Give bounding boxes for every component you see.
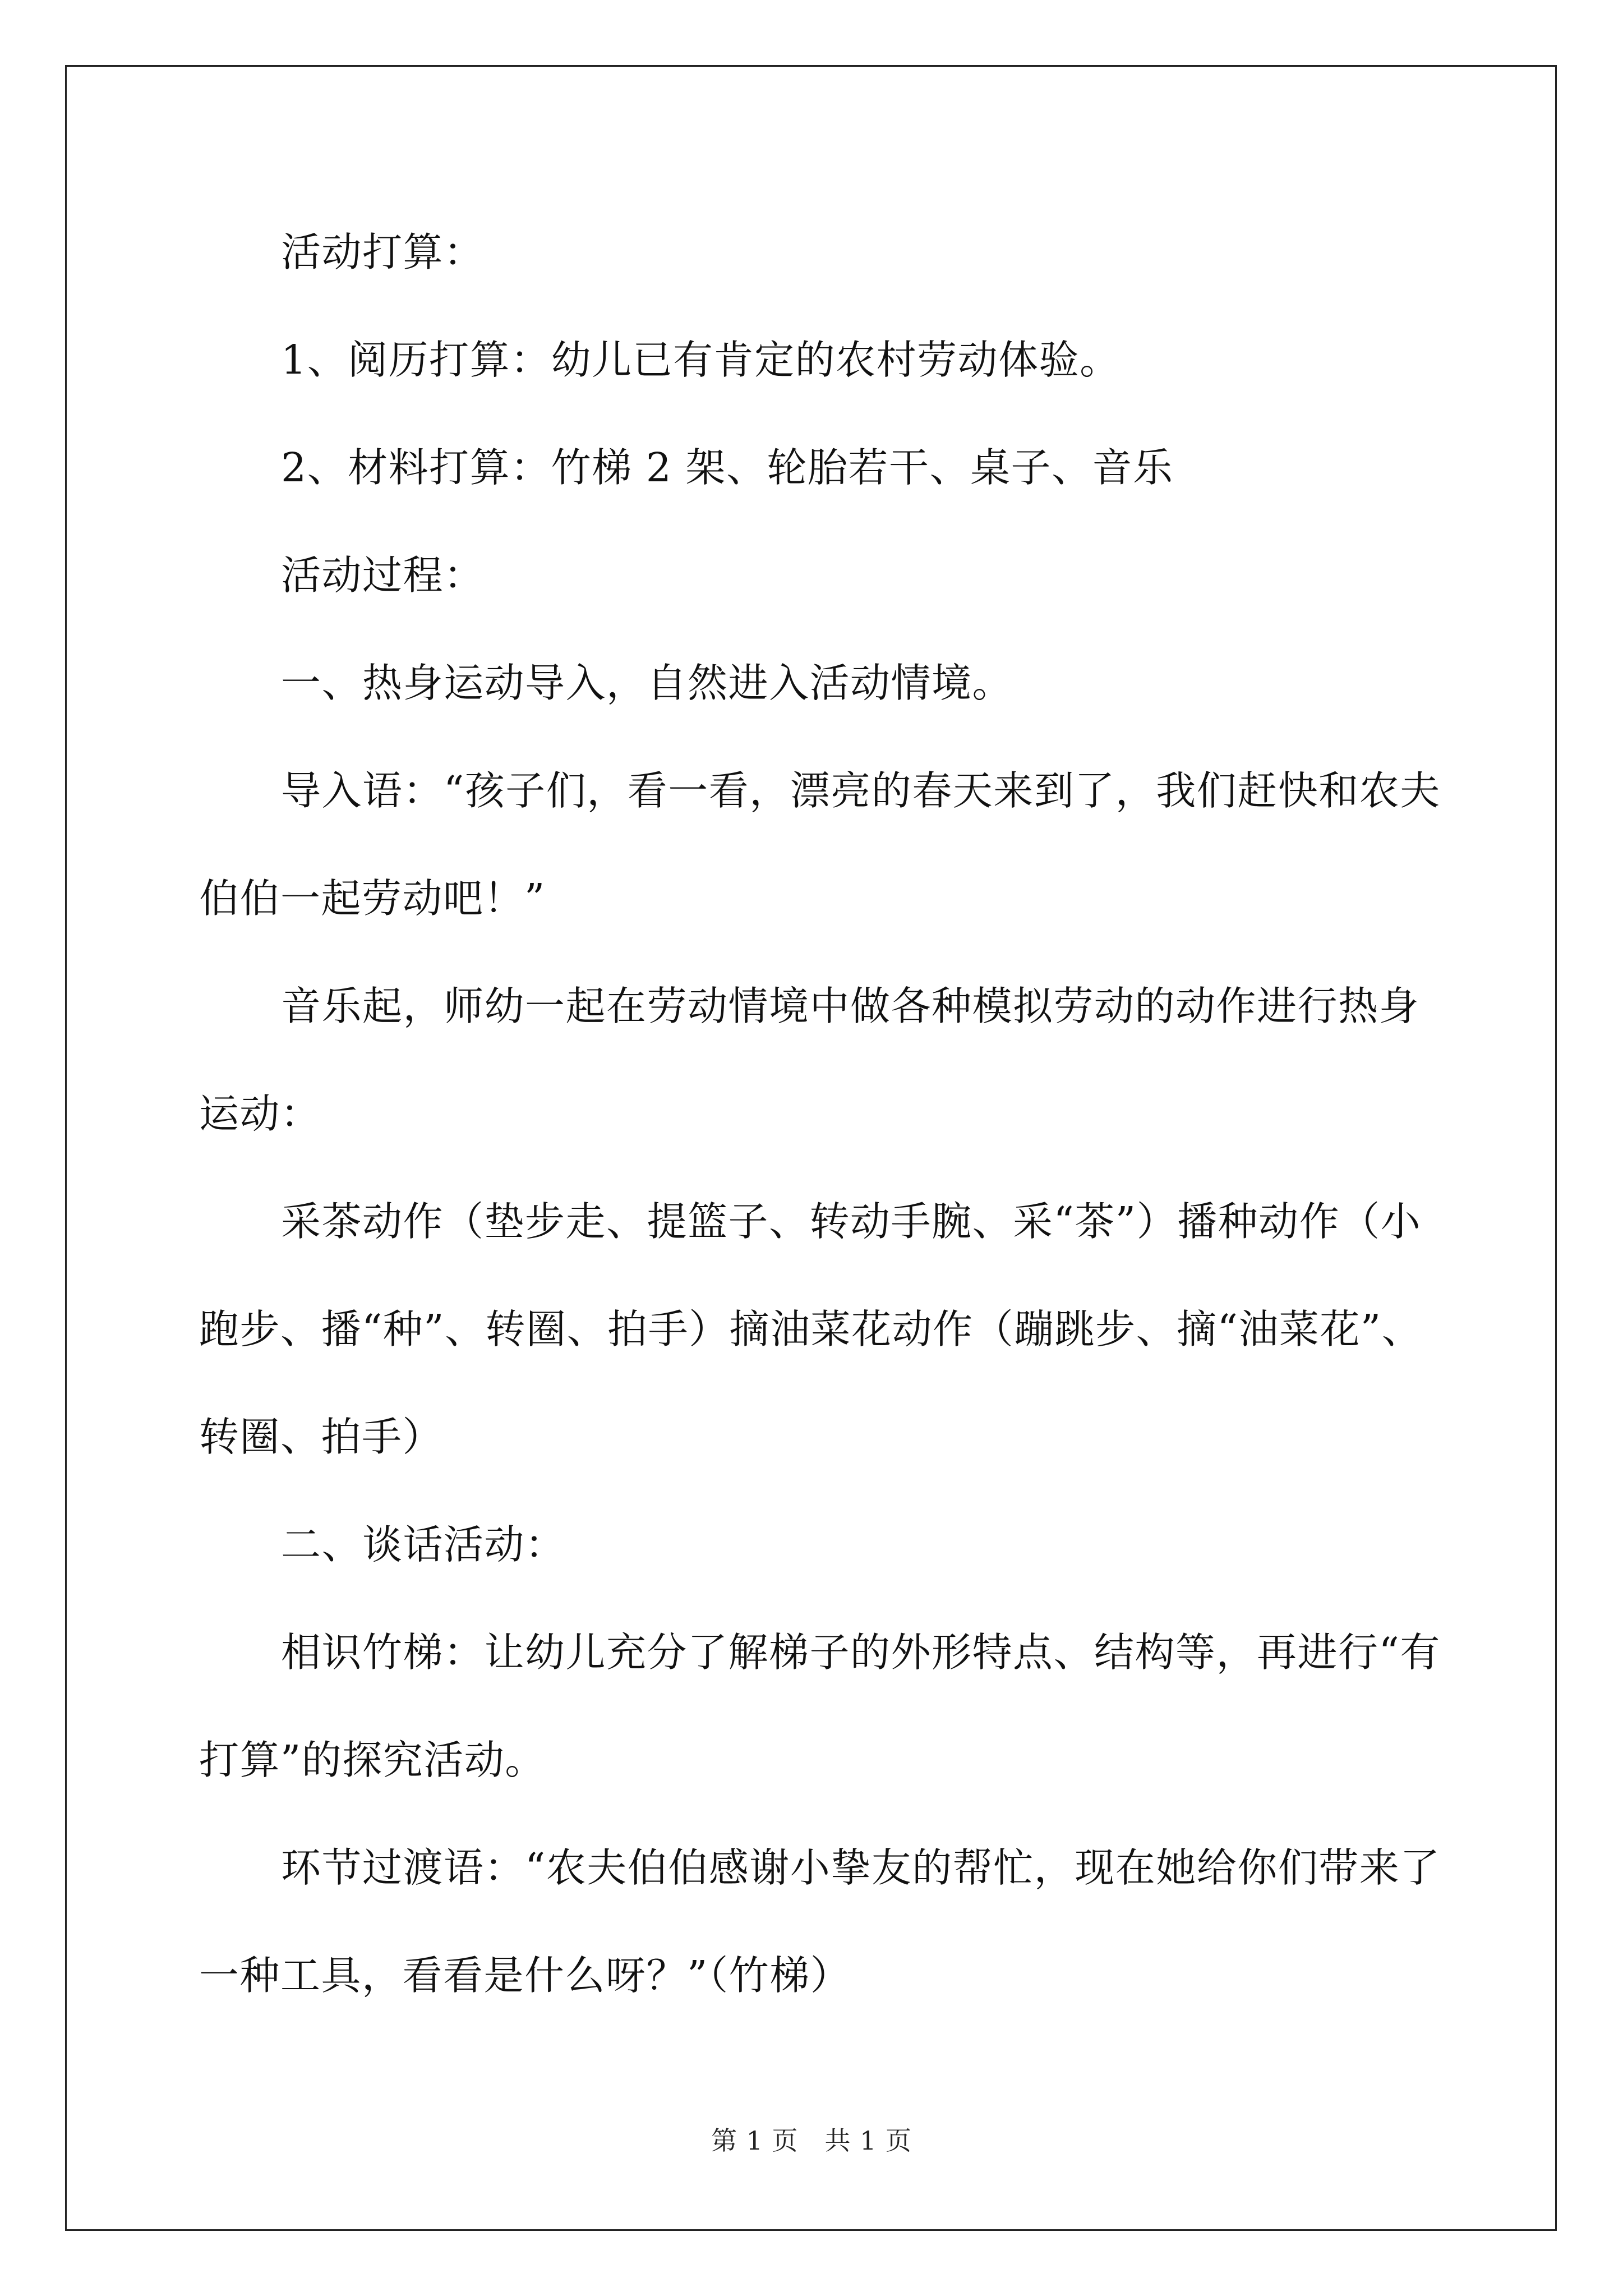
paragraph-10: 相识竹梯：让幼儿充分了解梯子的外形特点、结构等，再进行“有打算”的探究活动。 (199, 1629, 1441, 1783)
paragraph-5: 一、热身运动导入，自然进入活动情境。 (281, 660, 1013, 706)
paragraph-9: 二、谈话活动： (281, 1521, 566, 1568)
paragraph-2: 1、阅历打算：幼儿已有肯定的农村劳动体验。 (281, 337, 1121, 383)
document-body (199, 226, 1455, 2056)
paragraph-3: 2、材料打算：竹梯 2 架、轮胎若干、桌子、音乐 (281, 444, 1174, 491)
paragraph-6: 导入语：“孩子们，看一看，漂亮的春天来到了，我们赶快和农夫伯伯一起劳动吧！” (199, 767, 1441, 922)
paragraph-8: 采茶动作（垫步走、提篮子、转动手腕、采“茶”）播种动作（小跑步、播“种”、转圈、拍手）摘油菜花动作（蹦跳步、摘“油菜花”、转圈、拍手） (199, 1198, 1423, 1460)
page-footer: 第 1 页 共 1 页 (711, 2125, 912, 2156)
paragraph-4: 活动过程： (281, 552, 485, 599)
paragraph-11: 环节过渡语：“农夫伯伯感谢小挚友的帮忙，现在她给你们带来了一种工具，看看是什么呀？”（竹梯） (199, 1844, 1441, 1999)
paragraph-1: 活动打算： (281, 229, 485, 275)
paragraph-7: 音乐起，师幼一起在劳动情境中做各种模拟劳动的动作进行热身运动： (199, 983, 1420, 1137)
